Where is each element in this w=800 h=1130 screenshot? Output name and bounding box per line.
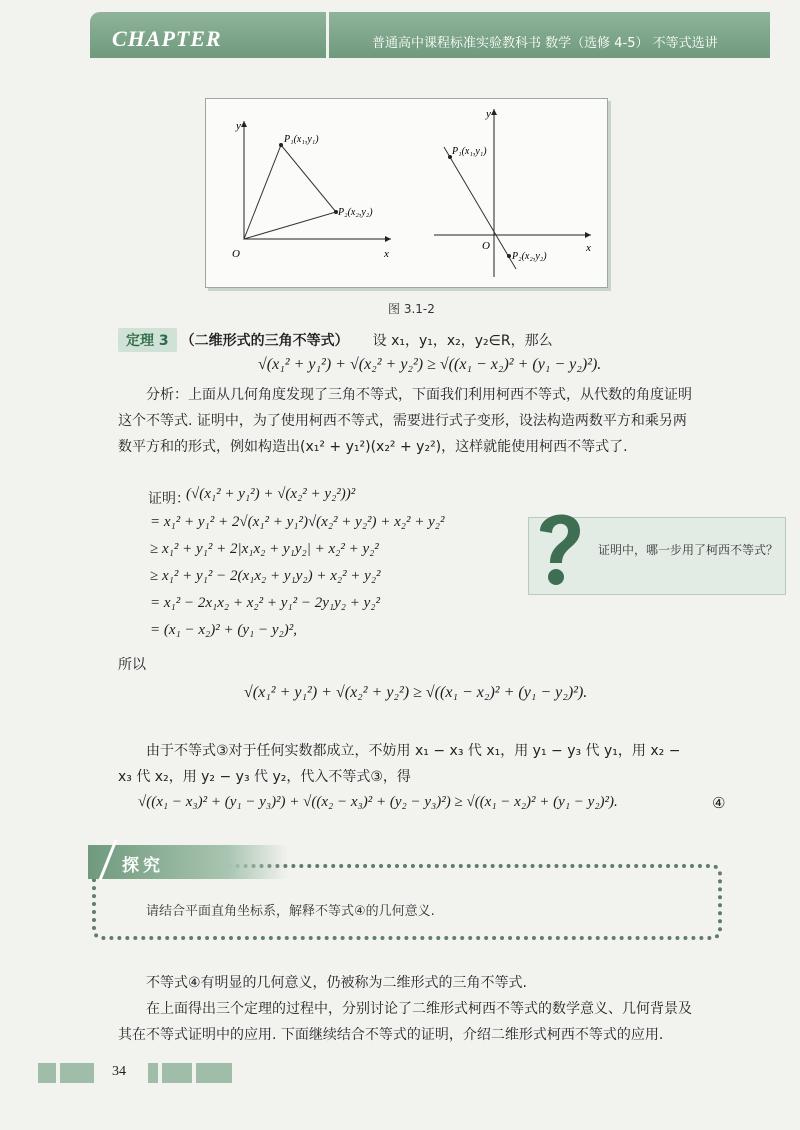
- proof-label: 证明：: [148, 491, 190, 507]
- proof-line: = x₁² − 2x₁x₂ + x₂² + y₁² − 2y₁y₂ + y₂²: [150, 595, 380, 611]
- right-point-p2: [507, 254, 511, 258]
- theorem-name: （二维形式的三角不等式）: [180, 333, 349, 349]
- closing-paragraph-1: 不等式④有明显的几何意义，仍被称为二维形式的三角不等式.: [146, 975, 527, 991]
- theorem-formula: √(x₁² + y₁²) + √(x₂² + y₂²) ≥ √((x₁ − x₂)² + (y₁ − y₂)²).: [258, 356, 602, 373]
- left-point-p1: [279, 143, 283, 147]
- chapter-label: CHAPTER: [112, 26, 222, 51]
- left-x-arrow: [385, 236, 391, 242]
- right-origin-label: O: [482, 240, 490, 252]
- theorem-3: [118, 328, 553, 350]
- left-p1-label: P₁(x₁,y₁): [284, 134, 319, 145]
- left-y-arrow: [241, 121, 247, 127]
- footer-bar-segment: [38, 1063, 56, 1083]
- right-x-arrow: [585, 232, 591, 238]
- closing-paragraph-2: 在上面得出三个定理的过程中，分别讨论了二维形式柯西不等式的数学意义、几何背景及其在不等式证明中的应用. 下面继续结合不等式的证明，介绍二维形式柯西不等式的应用.: [118, 1001, 692, 1043]
- left-x-label: x: [384, 248, 389, 260]
- chapter-header: [90, 12, 770, 58]
- theorem-tag: 定理 3: [118, 328, 177, 352]
- right-p1-label: P₁(x₁,y₁): [452, 146, 487, 157]
- proof-line: ≥ x₁² + y₁² − 2(x₁x₂ + y₁y₂) + x₂² + y₂²: [150, 568, 381, 584]
- right-x-label: x: [586, 242, 591, 254]
- figure-3-1-2: [205, 98, 608, 288]
- theorem-condition: 设 x₁，y₁，x₂，y₂∈R，那么: [372, 333, 553, 349]
- explore-text: 请结合平面直角坐标系，解释不等式④的几何意义.: [146, 904, 435, 919]
- header-divider: [326, 12, 329, 58]
- page-number: 34: [112, 1064, 126, 1079]
- left-y-label: y: [236, 120, 241, 132]
- footer-bar-segment: [196, 1063, 232, 1083]
- book-title: 普通高中课程标准实验教科书 数学（选修 4-5） 不等式选讲: [372, 36, 718, 51]
- proof-line: = (x₁ − x₂)² + (y₁ − y₂)²,: [150, 622, 297, 638]
- proof-line: ≥ x₁² + y₁² + 2|x₁x₂ + y₁y₂| + x₂² + y₂²: [150, 541, 379, 557]
- left-p2-label: P₂(x₂,y₂): [338, 207, 373, 218]
- suoyi-label: 所以: [118, 657, 146, 673]
- right-p2-label: P₂(x₂,y₂): [512, 251, 547, 262]
- figure-diagrams: [206, 99, 609, 289]
- substitution-paragraph: 由于不等式③对于任何实数都成立，不妨用 x₁ − x₃ 代 x₁，用 y₁ − y₃ 代 y₁，用 x₂ − x₃ 代 x₂，用 y₂ − y₃ 代 y₂，代入不等式③，得: [118, 743, 681, 785]
- result-formula: √(x₁² + y₁²) + √(x₂² + y₂²) ≥ √((x₁ − x₂)² + (y₁ − y₂)²).: [244, 684, 588, 701]
- left-origin-label: O: [232, 248, 240, 260]
- figure-caption: 图 3.1-2: [388, 302, 435, 316]
- proof-line: (√(x₁² + y₁²) + √(x₂² + y₂²))²: [186, 486, 356, 502]
- formula-4: √((x₁ − x₃)² + (y₁ − y₃)²) + √((x₂ − x₃)² + (y₂ − y₃)²) ≥ √((x₁ − x₂)² + (y₁ − y₂)²).: [138, 794, 618, 810]
- footer-bar-segment: [60, 1063, 94, 1083]
- formula-4-number: ④: [712, 794, 726, 812]
- analysis-paragraph: 分析：上面从几何角度发现了三角不等式，下面我们利用柯西不等式，从代数的角度证明这个不等式. 证明中，为了使用柯西不等式，需要进行式子变形，设法构造两数平方和乘另两数平方和的形式，例如构造出(x₁² + y₁²)(x₂² + y₂²)，这样就能使用柯西不等式了.: [118, 387, 692, 455]
- right-line: [444, 147, 516, 269]
- explore-title: 探究: [122, 856, 164, 876]
- right-y-arrow: [491, 109, 497, 115]
- question-mark-icon: [530, 503, 590, 591]
- footer-bar-segment: [162, 1063, 192, 1083]
- question-text: 证明中，哪一步用了柯西不等式？: [598, 543, 779, 557]
- footer-bar-segment: [148, 1063, 158, 1083]
- right-y-label: y: [486, 108, 491, 120]
- left-triangle: [244, 145, 336, 239]
- explore-flag-icon: [96, 838, 120, 882]
- proof-line: = x₁² + y₁² + 2√(x₁² + y₁²)√(x₂² + y₂²) + x₂² + y₂²: [150, 514, 445, 530]
